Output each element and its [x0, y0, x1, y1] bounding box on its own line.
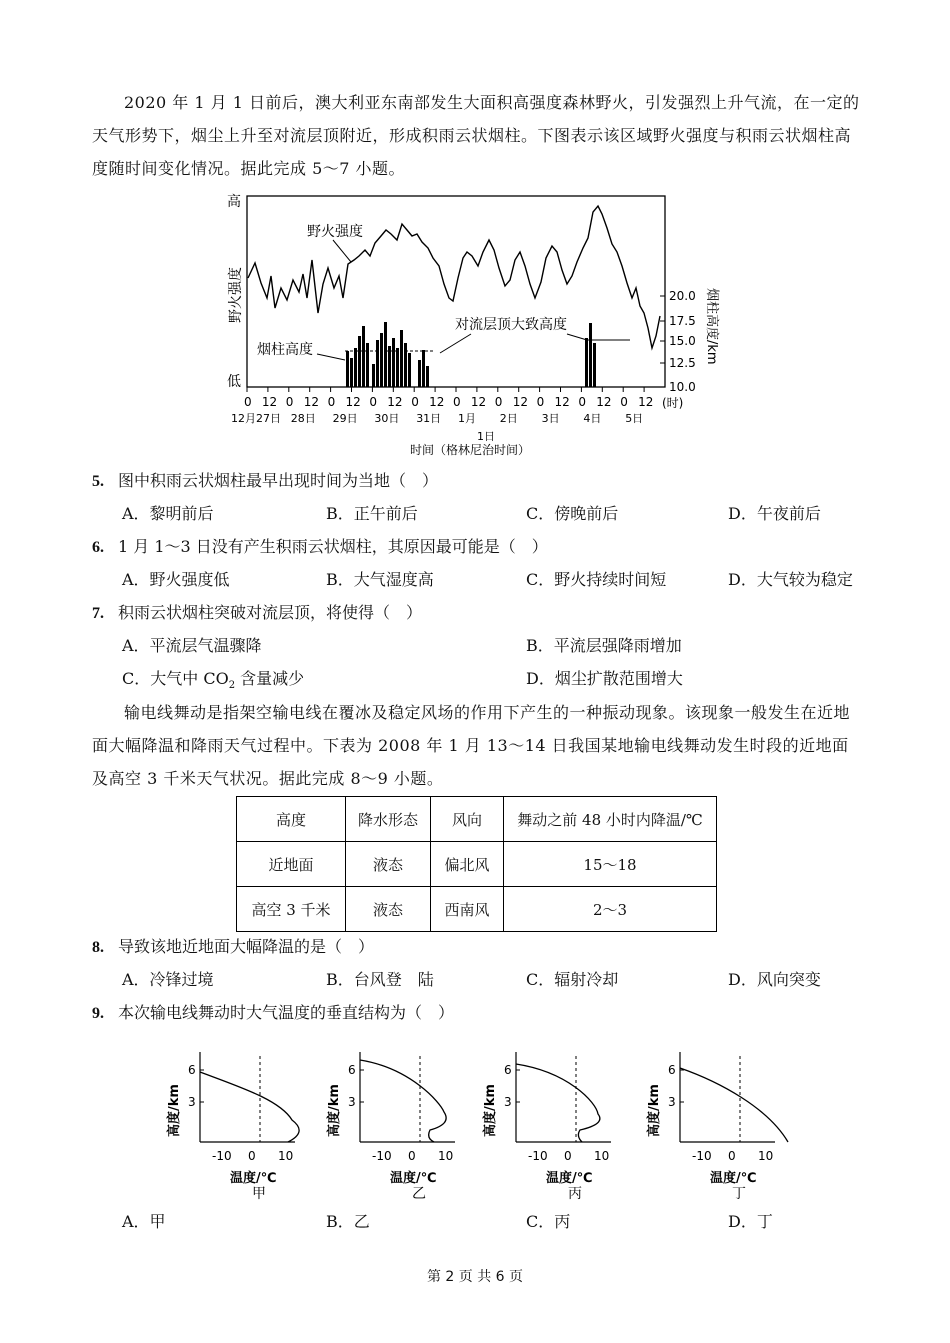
question-stem: 积雨云状烟柱突破对流层顶，将使得（ ）: [118, 603, 423, 622]
q7-option-c[interactable]: [122, 668, 304, 697]
x-tick-label: 12: [303, 395, 319, 409]
mini-x-tick-label: -10: [212, 1149, 232, 1163]
x-tick-label: 0: [244, 395, 252, 409]
plume-bar: [388, 346, 391, 387]
question-stem: 1 月 1～3 日没有产生积雨云状烟柱，其原因最可能是（ ）: [118, 537, 548, 556]
table-cell: 2～3: [504, 887, 717, 932]
q5-option-a[interactable]: A．黎明前后: [122, 504, 214, 523]
x-tick-label: 0: [494, 395, 503, 409]
mini-x-label: 温度/℃: [710, 1171, 757, 1186]
plume-bar: [362, 326, 365, 387]
x-tick-label: 12: [638, 395, 654, 409]
x-day-label: 31日: [416, 412, 442, 425]
q7-option-d[interactable]: D．烟尘扩散范围增大: [526, 669, 683, 688]
annotation-tropopause: 对流层顶大致高度: [455, 317, 567, 333]
mini-x-tick-label: 10: [438, 1149, 454, 1163]
q5-option-d[interactable]: D．午夜前后: [728, 504, 821, 523]
plume-bar: [418, 360, 421, 387]
x-tick-label: 12: [470, 395, 487, 409]
table-header: 风向: [431, 797, 504, 842]
question-stem: 图中积雨云状烟柱最早出现时间为当地（ ）: [118, 471, 439, 490]
mini-y-label: 高度/km: [647, 1084, 662, 1137]
annotation-tropopause-arrow-1: [440, 334, 471, 353]
q8-option-b[interactable]: B．台风登 陆: [326, 970, 434, 989]
table-header-row: [237, 797, 717, 842]
mini-x-tick-label: 10: [594, 1149, 610, 1163]
plume-bar: [358, 336, 361, 387]
mini-y-label: 高度/km: [327, 1084, 342, 1137]
mini-chart: [166, 1052, 299, 1202]
mini-y-tick-label: 3: [668, 1095, 676, 1109]
annotation-plume-arrow: [317, 354, 345, 360]
q9-option-c[interactable]: C．丙: [526, 1212, 571, 1231]
plume-bar: [376, 340, 379, 387]
x-day-label: 4日: [583, 412, 602, 425]
plume-bar: [380, 333, 383, 387]
x-tick-label: 12: [554, 395, 570, 409]
annotation-fire-arrow: [333, 240, 351, 262]
plume-bar: [593, 343, 596, 387]
weather-table: [236, 796, 717, 932]
mini-x-tick-label: 0: [248, 1149, 256, 1163]
temperature-profile-charts: [150, 1042, 790, 1202]
question-9: [92, 1002, 454, 1025]
q7-option-c-sub: 2: [228, 680, 236, 692]
mini-x-tick-label: -10: [692, 1149, 712, 1163]
x-axis-unit: (时): [662, 396, 684, 410]
mini-x-tick-label: -10: [528, 1149, 548, 1163]
table-cell: 偏北风: [431, 842, 504, 887]
x-tick-label: 0: [453, 395, 461, 409]
mini-y-label: 高度/km: [483, 1084, 498, 1137]
x-tick-label: 0: [285, 395, 294, 409]
x-day-label: 29日: [332, 412, 358, 425]
right-tick-label: 12.5: [669, 356, 696, 370]
plume-bar: [396, 348, 399, 387]
table-cell: 液态: [346, 887, 431, 932]
fire-plume-chart: [215, 188, 719, 460]
q5-option-c[interactable]: C．傍晚前后: [526, 504, 619, 523]
x-tick-label: 12: [261, 395, 278, 409]
right-tick-label: 10.0: [669, 380, 696, 394]
plume-bar: [589, 323, 592, 387]
x-day-label: 28日: [290, 412, 316, 425]
q5-option-b[interactable]: B．正午前后: [326, 504, 418, 523]
mini-y-tick-label: 3: [188, 1095, 196, 1109]
left-axis-low: 低: [227, 374, 241, 390]
question-8: [92, 936, 374, 959]
x-axis-title: 时间（格林尼治时间）: [410, 443, 531, 457]
mini-chart: [326, 1052, 455, 1202]
mini-chart-name: 乙: [412, 1186, 426, 1202]
q6-option-c[interactable]: C．野火持续时间短: [526, 570, 667, 589]
table-cell: 高空 3 千米: [237, 887, 346, 932]
q6-option-b[interactable]: B．大气湿度高: [326, 570, 434, 589]
mini-y-label: 高度/km: [167, 1084, 182, 1137]
table-header: 降水形态: [346, 797, 431, 842]
q7-option-b[interactable]: B．平流层强降雨增加: [526, 636, 682, 655]
plume-bar: [585, 338, 588, 387]
mini-curve: [200, 1072, 299, 1142]
mini-y-tick-label: 3: [504, 1095, 512, 1109]
mini-curve: [360, 1060, 446, 1142]
x-axis-day-labels: [231, 412, 643, 425]
right-tick-label: 15.0: [669, 334, 696, 348]
mini-x-label: 温度/℃: [230, 1171, 277, 1186]
table-header: 高度: [237, 797, 346, 842]
mini-y-tick-label: 6: [668, 1063, 676, 1077]
plume-bar: [384, 322, 387, 387]
plume-bar: [372, 364, 375, 387]
question-number: 7.: [92, 605, 104, 622]
x-tick-label: 0: [327, 395, 336, 409]
mini-x-tick-label: -10: [372, 1149, 392, 1163]
intro-paragraph-1: 2020 年 1 月 1 日前后，澳大利亚东南部发生大面积高强度森林野火，引发强烈上升气流，在一定的天气形势下，烟尘上升至对流层顶附近，形成积雨云状烟柱。下图表示该区域野火强度与积雨云状烟柱高度随时间变化情况。据此完成 5～7 小题。: [92, 93, 860, 178]
x-tick-label: 12: [345, 395, 361, 409]
mini-curve: [516, 1064, 600, 1142]
table-row: [237, 887, 717, 932]
plume-bar: [350, 358, 353, 387]
x-tick-label: 12: [596, 395, 612, 409]
question-stem: 导致该地近地面大幅降温的是（ ）: [118, 937, 375, 956]
x-day-label: 12月27日: [231, 412, 281, 425]
x-day-label: 2日: [499, 412, 518, 425]
question-6: [92, 536, 548, 559]
q6-option-a[interactable]: A．野火强度低: [122, 570, 230, 589]
annotation-plume: 烟柱高度: [257, 342, 313, 358]
table-row: [237, 842, 717, 887]
mini-x-label: 温度/℃: [546, 1171, 593, 1186]
plume-bar: [408, 353, 411, 387]
q8-option-c[interactable]: C．辐射冷却: [526, 970, 619, 989]
q7-option-c-pre: C．大气中 CO: [122, 669, 229, 688]
mini-x-tick-label: 10: [758, 1149, 774, 1163]
plume-bar: [392, 338, 395, 387]
q8-option-a[interactable]: A．冷锋过境: [122, 970, 214, 989]
plume-bar: [422, 350, 425, 387]
plume-bar: [354, 348, 357, 387]
x-day-label: 5日: [625, 412, 644, 425]
annotation-fire: 野火强度: [307, 224, 363, 240]
q7-option-c-post: 含量减少: [235, 669, 305, 688]
question-stem: 本次输电线舞动时大气温度的垂直结构为（ ）: [118, 1003, 455, 1022]
left-axis-high: 高: [227, 194, 241, 210]
x-tick-label: 12: [429, 395, 445, 409]
plume-bar: [366, 343, 369, 387]
mini-chart-name: 甲: [252, 1186, 266, 1202]
mini-x-tick-label: 0: [564, 1149, 572, 1163]
q9-option-a[interactable]: A．甲: [122, 1212, 166, 1231]
plume-bar: [400, 330, 403, 387]
x-day-label: 30日: [374, 412, 400, 425]
question-7: [92, 602, 422, 625]
mini-x-tick-label: 0: [408, 1149, 416, 1163]
annotation-tropopause-arrow-2: [567, 334, 587, 340]
right-axis-label: 烟柱高度/km: [704, 288, 719, 365]
table-cell: 西南风: [431, 887, 504, 932]
table-cell: 液态: [346, 842, 431, 887]
q8-option-d[interactable]: D．风向突变: [728, 970, 821, 989]
question-number: 9.: [92, 1005, 104, 1022]
x-tick-label: 12: [387, 395, 403, 409]
x-tick-label: 0: [620, 395, 628, 409]
table-cell: 近地面: [237, 842, 346, 887]
plume-bar: [346, 351, 349, 387]
x-tick-label: 0: [411, 395, 419, 409]
x-tick-label: 0: [369, 395, 378, 409]
mini-chart: [646, 1052, 788, 1202]
mini-y-tick-label: 6: [348, 1063, 356, 1077]
mini-curve: [680, 1068, 788, 1142]
mini-x-tick-label: 10: [278, 1149, 294, 1163]
x-axis-sub-label: 1日: [477, 430, 495, 443]
x-axis-ticks: [244, 387, 653, 409]
right-tick-label: 20.0: [669, 289, 696, 303]
mini-x-label: 温度/℃: [390, 1171, 437, 1186]
plume-bar: [404, 343, 407, 387]
q9-option-d[interactable]: D．丁: [728, 1212, 773, 1231]
question-5: [92, 470, 438, 493]
table-cell: 15～18: [504, 842, 717, 887]
q9-option-b[interactable]: B．乙: [326, 1212, 370, 1231]
mini-y-tick-label: 3: [348, 1095, 356, 1109]
x-day-label: 3日: [541, 412, 560, 425]
plume-bar: [426, 366, 429, 387]
mini-chart-name: 丙: [568, 1186, 582, 1202]
mini-y-tick-label: 6: [504, 1063, 512, 1077]
left-axis-label: 野火强度: [228, 267, 244, 323]
x-tick-label: 0: [578, 395, 587, 409]
question-number: 6.: [92, 539, 104, 556]
page-footer: 第 2 页 共 6 页: [426, 1269, 524, 1285]
x-tick-label: 12: [512, 395, 528, 409]
q6-option-d[interactable]: D．大气较为稳定: [728, 570, 853, 589]
x-day-label: 1月: [458, 412, 476, 425]
table-header: 舞动之前 48 小时内降温/℃: [504, 797, 717, 842]
question-number: 5.: [92, 473, 104, 490]
intro-paragraph-2: 输电线舞动是指架空输电线在覆冰及稳定风场的作用下产生的一种振动现象。该现象一般发生在近地面大幅降温和降雨天气过程中。下表为 2008 年 1 月 13～14 日我国某地输电线舞动发生时段的近地面及高空 3 千米天气状况。据此完成 8～9 小题。: [92, 703, 851, 788]
x-tick-label: 0: [536, 395, 545, 409]
mini-x-tick-label: 0: [728, 1149, 736, 1163]
mini-chart-name: 丁: [732, 1186, 746, 1202]
mini-y-tick-label: 6: [188, 1063, 196, 1077]
right-tick-label: 17.5: [669, 314, 696, 328]
mini-chart: [482, 1052, 611, 1202]
q7-option-a[interactable]: A．平流层气温骤降: [122, 636, 262, 655]
question-number: 8.: [92, 939, 104, 956]
